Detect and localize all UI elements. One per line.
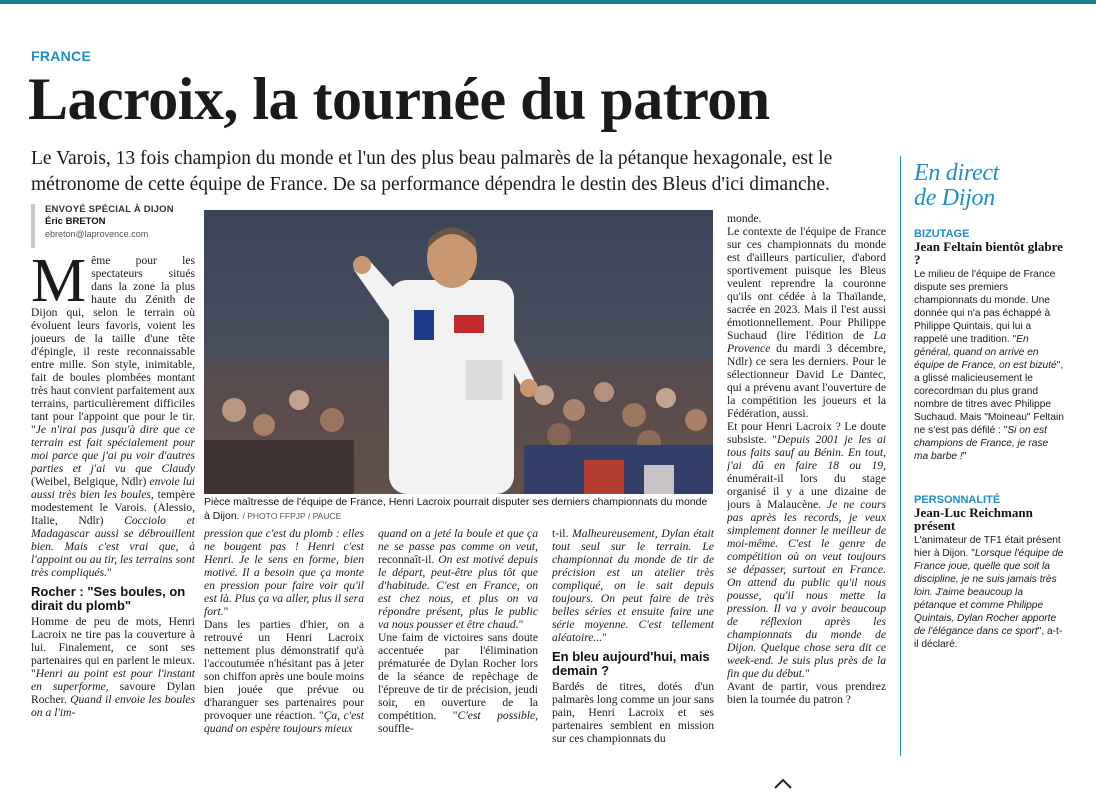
text-run: Le milieu de l'équipe de France dispute ses premiers championnats du monde. Une donnée qui n'a pas échappé à Philippe Quintais, qui lui a rappelé une tradition. " bbox=[914, 269, 1056, 345]
quote-run: envoie lui aussi très bien les boules, bbox=[31, 475, 195, 501]
text-run: du mardi 3 décembre, Ndlr) ce sera les derniers. Pour le sélectionneur David Le Dantec, qui a prévenu avant l'ouverture de la compétition les joueurs et la Fédération, aussi. bbox=[727, 342, 886, 420]
text-run: " bbox=[804, 667, 810, 680]
brief-kicker: BIZUTAGE bbox=[914, 228, 970, 240]
subheading: Rocher : "Ses boules, on dirait du plomb" bbox=[31, 584, 186, 613]
drop-cap: M bbox=[31, 254, 87, 315]
section-label: FRANCE bbox=[31, 48, 92, 64]
quote-run: Je n'irai pas jusqu'à dire que ce terrain est fait spécialement pour moi parce que j'ai pu voir d'autres parties et j'ai vu que Claudy bbox=[31, 423, 195, 475]
quote-run: C'est possible, bbox=[457, 709, 538, 722]
text-run: Homme de peu de mots, Henri Lacroix ne tire pas la couverture à lui. Finalement, ce sont ses partenaires qui en parlent le mieux. " bbox=[31, 615, 195, 680]
sidebar-brief-bizutage bbox=[914, 228, 1064, 463]
text-run: " bbox=[602, 631, 607, 644]
sidebar-title-line: En direct bbox=[914, 160, 1000, 186]
text-run: t-il. bbox=[552, 527, 573, 540]
sidebar-title-line: de Dijon bbox=[914, 185, 995, 211]
brief-heading: Jean-Luc Reichmann présent bbox=[914, 505, 1033, 533]
article-column-5 bbox=[727, 212, 886, 752]
text-run: Le contexte de l'équipe de France sur ces championnats du monde est d'ailleurs particulier, d'abord sportivement puisque les Bleus veulent reprendre la couronne qu'ils ont cédée à la Thaïlande, sacrée en 2023. Mais il l'est aussi émotionnellement. Pour Philippe Suchaud (lire l'édition de bbox=[727, 225, 886, 342]
paragraph: monde. bbox=[727, 212, 762, 225]
publication-name: La Provence bbox=[727, 329, 886, 355]
quote-run: Quand il envoie les boules on a l'im- bbox=[31, 693, 195, 719]
article-standfirst: Le Varois, 13 fois champion du monde et l'un des plus beau palmarès de la pétanque hexagonale, est le métronome de cette équipe de France. De sa performance dépendra le destin des Bleus d'ici dimanche. bbox=[31, 148, 833, 195]
caption-text: Pièce maîtresse de l'équipe de France, Henri Lacroix pourrait disputer ses derniers championnats du monde à Dijon. bbox=[204, 496, 708, 522]
brief-text bbox=[914, 534, 1064, 651]
photo-credit: / PHOTO FFPJP / PAUCE bbox=[242, 511, 342, 521]
text-run: " bbox=[518, 618, 524, 631]
text-run: reconnaît-il. bbox=[378, 553, 439, 566]
paragraph bbox=[378, 631, 538, 735]
quote-run: Je ne cours pas après les records, je veux simplement donner le meilleur de moi-même. C'est le genre de compétition où on veut toujours se dépasser, surtout en France. On attend du public qu'il nous pousse, qu'il nous mette la pression. Il va y avoir beaucoup de réflexion après les championnats du monde de Dijon. Quelque chose sera dit ce week-end. Je suis plus près de la fin que du début. bbox=[727, 498, 886, 680]
quote-run: Lorsque l'équipe de France joue, quelle que soit la discipline, je ne suis jamais très loin. J'aime beaucoup la pétanque et comme Philippe Quintais, Dylan Rocher apporte de l'élégance dans ce sport bbox=[914, 548, 1064, 637]
paragraph bbox=[552, 527, 714, 644]
quote-run: On est motivé depuis le départ, peut-être plus tôt que d'habitude. C'est en France, on est chez nous, et plus on va répondre présent, plus le public va nous pousser et être chaud. bbox=[378, 553, 538, 631]
quote-run: Ça, c'est quand on espère toujours mieux bbox=[204, 709, 364, 735]
chevron-up-icon[interactable] bbox=[772, 777, 794, 791]
text-run: ême pour les spectateurs situés dans la zone la plus haute du Zénith de Dijon qui, selon le terrain où évoluent leurs favoris, voient les joueurs de la taille d'une tête d'épingle, il reste reconnaissable entre mille. Son style, inimitable, fait de boules plombées montant très haut convient parfaitement aux terrains, particulièrement difficiles tant pour l'appoint que pour le tir. " bbox=[31, 254, 195, 436]
text-run: (Weibel, Belgique, Ndlr) bbox=[31, 475, 150, 488]
byline bbox=[31, 204, 201, 248]
brief-text bbox=[914, 268, 1064, 463]
quote-run: quand on a jeté la boule et que ça ne se passe pas comme on veut, bbox=[378, 527, 538, 553]
paragraph bbox=[204, 527, 364, 618]
text-run: L'animateur de TF1 était présent hier à Dijon. " bbox=[914, 535, 1061, 559]
text-run: " bbox=[223, 605, 229, 618]
text-run: tempère modestement le Varois. (Alessio, Italie, Ndlr) bbox=[31, 488, 195, 527]
paragraph bbox=[727, 420, 886, 680]
author-email[interactable]: ebreton@laprovence.com bbox=[45, 229, 149, 239]
paragraph bbox=[378, 527, 538, 631]
byline-kicker: ENVOYÉ SPÉCIAL À DIJON bbox=[45, 204, 174, 215]
text-run: Et pour Henri Lacroix ? Le doute subsiste. " bbox=[727, 420, 886, 446]
article-column-4 bbox=[552, 527, 714, 770]
text-run: " bbox=[962, 451, 967, 462]
article-column-1 bbox=[31, 254, 195, 770]
photo-illustration bbox=[204, 210, 713, 494]
sidebar-brief-personnalite bbox=[914, 494, 1064, 651]
paragraph bbox=[727, 225, 886, 420]
article-column-2 bbox=[204, 527, 364, 770]
quote-run: Cocciolo et Madagascar aussi se débrouillent bien. Mais c'est vrai que, à l'appoint ou au tir, les terrains sont très compliqués. bbox=[31, 514, 195, 579]
text-run: Une faim de victoires sans doute accentuée par l'élimination prématurée de Dylan Rocher lors de la séance de repêchage de l'épreuve de tir de précision, jeudi soir, en ouverture de la compétition. " bbox=[378, 631, 538, 722]
paragraph: Avant de partir, vous prendrez bien la tournée du patron ? bbox=[727, 680, 886, 706]
text-run: " bbox=[107, 566, 112, 579]
text-run: savoure Dylan Rocher. bbox=[31, 680, 195, 706]
brief-kicker: PERSONNALITÉ bbox=[914, 494, 1001, 506]
subheading: En bleu aujourd'hui, mais demain ? bbox=[552, 649, 710, 678]
sidebar-title bbox=[914, 161, 999, 211]
text-run: Dans les parties d'hier, on a retrouvé un Henri Lacroix nettement plus démonstratif qu'à l'accoutumée n'hésitant pas à jeter son chiffon après une boule moins bien jouée que prévue ou d'haranguer ses partenaires pour provoquer une réaction. " bbox=[204, 618, 364, 722]
paragraph: Bardés de titres, dotés d'un palmarès long comme un jour sans pain, Henri Lacroix et ses partenaires semblent en mission sur ces championnats du bbox=[552, 680, 714, 745]
quote-run: Henri au point est pour l'instant en superforme, bbox=[31, 667, 195, 693]
quote-run: pression que c'est du plomb : elles ne bougent pas ! Henri c'est Henri. Je le sens en forme, bien motivé. Il a besoin que ça monte en pression pour faire voir qu'il est là. Plus ça va aller, plus il sera fort. bbox=[204, 527, 364, 618]
photo-caption bbox=[204, 495, 713, 523]
article-column-3 bbox=[378, 527, 538, 770]
article-photo bbox=[204, 210, 713, 494]
top-accent-bar bbox=[0, 0, 1096, 14]
quote-run: Malheureusement, Dylan était tout seul sur le terrain. Le championnat du monde de tir de précision est un atelier très compliqué, on le sait depuis toujours. On peut faire de très belles séries et ensuite faire une série moyenne. C'est tellement aléatoire... bbox=[552, 527, 714, 644]
quote-run: En général, quand on arrive en équipe de France, on est bizuté bbox=[914, 334, 1057, 371]
text-run: ", a-t-il déclaré. bbox=[914, 626, 1063, 650]
text-run: ", a glissé malicieusement le corecordman du plus grand nombre de titres avec Philippe Suchaud. Mais "Moineau" Feltain ne s'est pas défilé : " bbox=[914, 360, 1064, 436]
text-run: souffle- bbox=[378, 722, 414, 735]
text-run: énumérait-il lors du stage organisé il y a une dizaine de jours à Malaucène. bbox=[727, 472, 886, 511]
page-title: Lacroix, la tournée du patron bbox=[28, 66, 770, 132]
quote-run: Depuis 2001 je les ai tous faits sauf au Bénin. En tout, j'ai dû en faire 18 ou 19, bbox=[727, 433, 886, 472]
quote-run: Si on est champions de France, je rase ma barbe ! bbox=[914, 425, 1049, 462]
paragraph bbox=[31, 254, 195, 579]
paragraph bbox=[204, 618, 364, 735]
brief-heading: Jean Feltain bientôt glabre ? bbox=[914, 239, 1063, 267]
paragraph bbox=[31, 615, 195, 719]
author-name: Éric BRETON bbox=[45, 216, 106, 227]
